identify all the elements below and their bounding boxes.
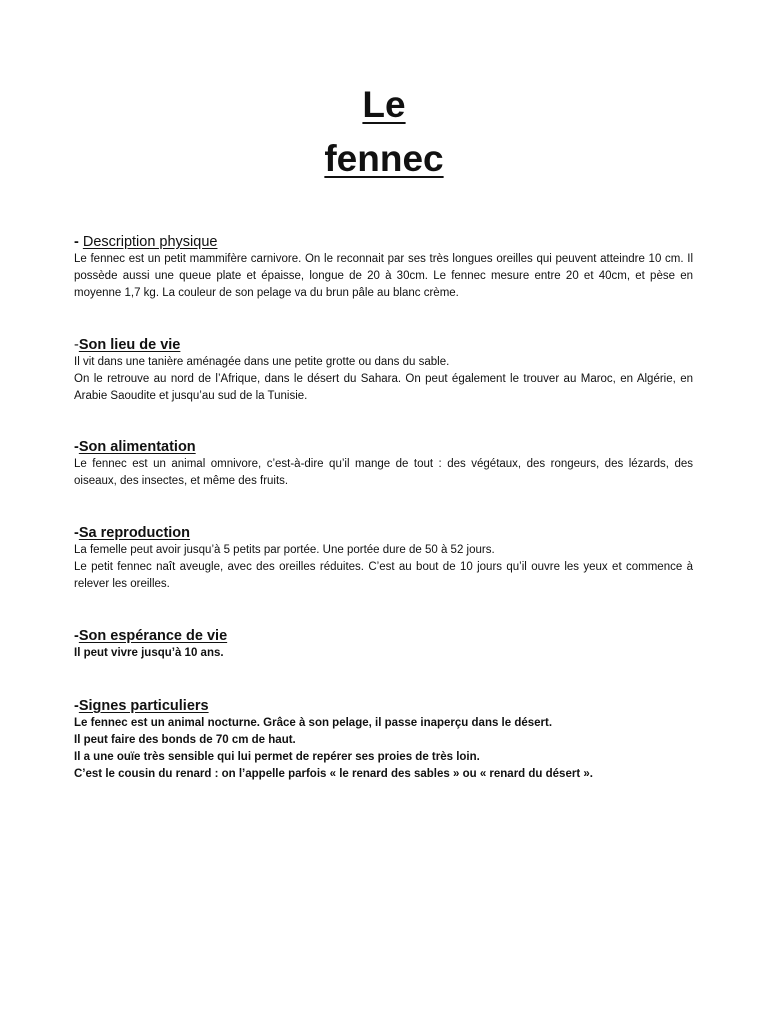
section-heading-text: Signes particuliers [78, 698, 209, 714]
section-heading: -Son alimentation [74, 439, 196, 455]
section-paragraph: Le petit fennec naît aveugle, avec des oreilles réduites. C’est au bout de 10 jours qu’il ouvre les yeux et commence à relever les oreilles. [74, 561, 693, 590]
section-heading: -Son lieu de vie [74, 337, 181, 353]
section-paragraph: C’est le cousin du renard : on l’appelle parfois « le renard des sables » ou « renard du désert ». [74, 768, 593, 780]
section-paragraph: Le fennec est un animal nocturne. Grâce à son pelage, il passe inaperçu dans le désert. [74, 717, 553, 729]
section-heading-text: Son lieu de vie [78, 337, 181, 353]
section-heading-text: Description physique [82, 234, 218, 250]
section-paragraph: Il vit dans une tanière aménagée dans une petite grotte ou dans du sable. [74, 356, 450, 368]
page-title [0, 78, 768, 186]
section-heading: -Son espérance de vie [74, 628, 228, 644]
section-paragraph: Il a une ouïe très sensible qui lui permet de repérer ses proies de très loin. [74, 751, 480, 763]
section-heading-text: Son alimentation [78, 439, 196, 455]
section-paragraph: La femelle peut avoir jusqu’à 5 petits par portée. Une portée dure de 50 à 52 jours. [74, 544, 495, 556]
section-heading: -Sa reproduction [74, 525, 191, 541]
section-paragraph: Il peut faire des bonds de 70 cm de haut. [74, 734, 296, 746]
section-signes-particuliers [74, 697, 693, 783]
title-line-2: fennec [324, 138, 444, 179]
section-paragraph: On le retrouve au nord de l’Afrique, dans le désert du Sahara. On peut également le trouver au Maroc, en Algérie, en Arabie Saoudite et jusqu’au sud de la Tunisie. [74, 373, 693, 402]
section-reproduction [74, 524, 693, 593]
section-lieu-de-vie [74, 336, 693, 405]
section-description-physique [74, 233, 693, 302]
section-alimentation [74, 438, 693, 490]
section-heading: - Description physique [74, 234, 218, 250]
section-heading-text: Sa reproduction [78, 525, 191, 541]
section-paragraph: Le fennec est un animal omnivore, c’est-à-dire qu’il mange de tout : des végétaux, des rongeurs, des lézards, des oiseaux, des insectes, et même des fruits. [74, 458, 693, 487]
section-heading-text: Son espérance de vie [78, 628, 228, 644]
section-esperance-de-vie [74, 627, 693, 662]
section-heading: -Signes particuliers [74, 698, 209, 714]
section-paragraph: Il peut vivre jusqu’à 10 ans. [74, 647, 224, 659]
section-paragraph: Le fennec est un petit mammifère carnivore. On le reconnait par ses très longues oreilles qui peuvent atteindre 10 cm. Il possède aussi une queue plate et épaisse, longue de 20 à 30cm. Le fennec mesure entre 20 et 40cm, et pèse en moyenne 1,7 kg. La couleur de son pelage va du brun pâle au blanc crème. [74, 253, 693, 299]
title-line-1: Le [362, 84, 406, 125]
